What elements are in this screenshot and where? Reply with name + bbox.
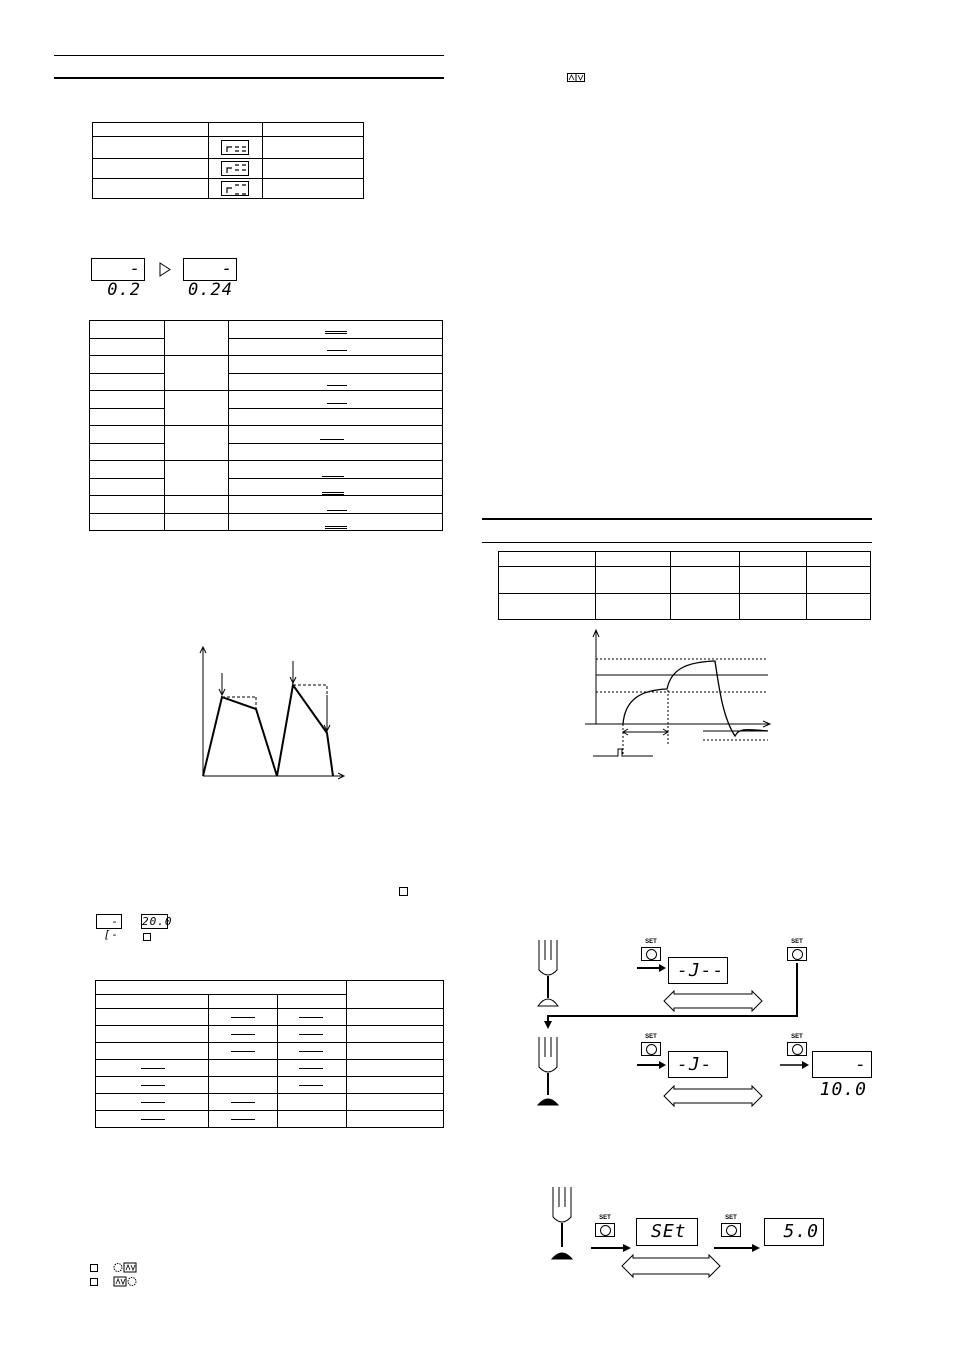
mode-key-icon <box>143 933 151 941</box>
response-table <box>498 551 871 620</box>
display-mode-left: -[- <box>96 914 122 929</box>
rotate-updown-key-icon <box>113 1262 137 1273</box>
overline-mark <box>325 526 347 529</box>
set-key-button[interactable] <box>641 1042 661 1056</box>
mode-key-icon <box>399 887 408 896</box>
updown-key-icon <box>567 73 585 82</box>
flow-connector-line <box>540 963 800 1033</box>
display-flow-set: SEt <box>636 1218 698 1246</box>
display-mode-right: 20.0 <box>142 915 173 928</box>
overline-mark <box>141 1085 165 1086</box>
set-key-label: SET <box>791 939 803 945</box>
mode-key-icon <box>90 1264 98 1272</box>
peak-hold-waveform <box>195 645 355 785</box>
response-graph <box>585 628 775 763</box>
overline-mark <box>322 492 344 495</box>
overline-mark <box>231 1034 255 1035</box>
overline-mark <box>299 1085 323 1086</box>
set-key-label: SET <box>791 1034 803 1040</box>
mode-table <box>95 980 444 1128</box>
arrow-right-icon <box>780 1060 812 1070</box>
arrow-right-icon <box>714 1243 762 1253</box>
probe-icon-closed <box>536 1037 560 1109</box>
probe-icon-closed <box>550 1187 574 1263</box>
double-arrow-icon <box>663 1085 763 1107</box>
display-value-after: - 0.24 <box>183 258 237 281</box>
arrow-right-icon <box>591 1243 633 1253</box>
set-key-label: SET <box>645 939 657 945</box>
parameter-table <box>89 320 443 531</box>
overline-mark <box>299 1068 323 1069</box>
display-code-icon-2 <box>221 161 249 176</box>
overline-mark <box>327 510 347 511</box>
overline-mark <box>141 1119 165 1120</box>
overline-mark <box>299 1051 323 1052</box>
display-flow-value: 5.0 <box>764 1218 824 1246</box>
updown-rotate-key-icon <box>113 1276 137 1287</box>
arrow-right-icon <box>637 1060 667 1070</box>
overline-mark <box>231 1119 255 1120</box>
overline-mark <box>327 403 347 404</box>
display-flow-step2: -J- <box>668 1051 728 1078</box>
set-key-button[interactable] <box>641 947 661 961</box>
overline-mark <box>320 439 344 440</box>
overline-mark <box>327 385 347 386</box>
set-key-label: SET <box>725 1215 737 1221</box>
section-rule-bottom-right <box>482 542 872 543</box>
display-value-before: - 0.2 <box>91 258 145 281</box>
overline-mark <box>299 1034 323 1035</box>
double-arrow-icon <box>621 1254 721 1278</box>
overline-mark <box>322 476 344 479</box>
overline-mark <box>231 1102 255 1103</box>
display-code-icon-1 <box>221 140 249 155</box>
overline-mark <box>299 1017 323 1018</box>
set-key-button[interactable] <box>787 947 807 961</box>
set-key-button[interactable] <box>595 1223 615 1237</box>
display-code-table <box>92 122 364 199</box>
overline-mark <box>327 350 347 351</box>
arrow-right-icon <box>159 262 171 277</box>
set-key-label: SET <box>599 1215 611 1221</box>
overline-mark <box>325 331 347 334</box>
overline-mark <box>141 1102 165 1103</box>
display-flow-step1: -J-- <box>668 957 728 984</box>
set-key-button[interactable] <box>721 1223 741 1237</box>
set-key-label: SET <box>645 1034 657 1040</box>
display-flow-step3: - 10.0 <box>812 1051 872 1078</box>
overline-mark <box>231 1017 255 1018</box>
section-rule-bottom <box>54 77 444 79</box>
section-rule-top <box>54 55 444 56</box>
overline-mark <box>141 1068 165 1069</box>
set-key-button[interactable] <box>787 1042 807 1056</box>
overline-mark <box>231 1051 255 1052</box>
mode-key-icon <box>90 1278 98 1286</box>
section-rule-top-right <box>482 518 872 520</box>
display-code-icon-3 <box>221 181 249 196</box>
